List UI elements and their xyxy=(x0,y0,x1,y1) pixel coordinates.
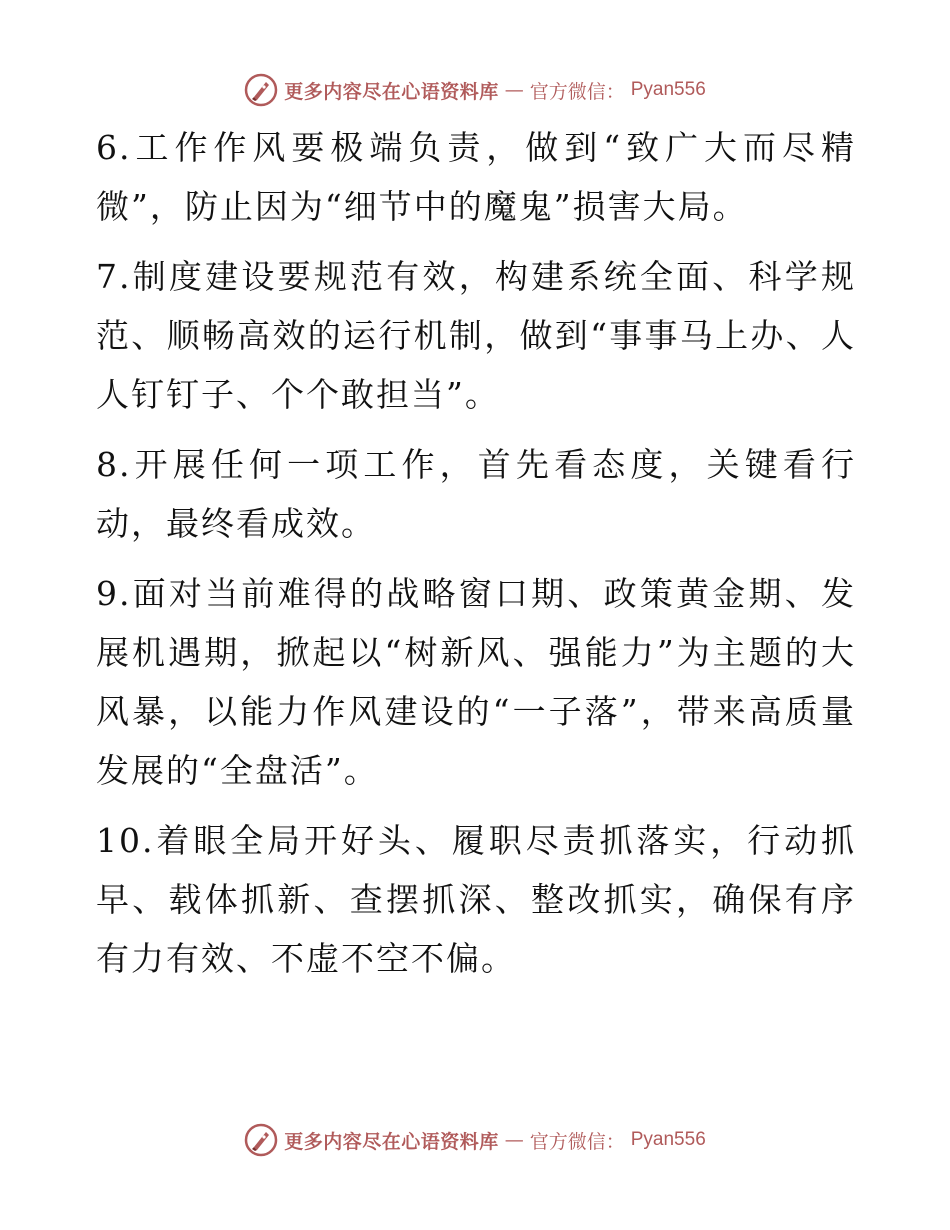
header-watermark xyxy=(0,70,950,110)
pen-nib-logo-icon xyxy=(244,73,278,107)
watermark-wechat-id: Pyan556 xyxy=(630,1129,706,1150)
paragraph-9: 9.面对当前难得的战略窗口期、政策黄金期、发展机遇期，掀起以“树新风、强能力”为主题的大风暴，以能力作风建设的“一子落”，带来高质量发展的“全盘活”。 xyxy=(96,574,856,790)
paragraph-10: 10.着眼全局开好头、履职尽责抓落实，行动抓早、载体抓新、查摆抓深、整改抓实，确保有序有力有效、不虚不空不偏。 xyxy=(96,821,856,978)
watermark-site-text: 更多内容尽在心语资料库 xyxy=(284,80,499,103)
watermark-dash: — xyxy=(504,79,524,101)
footer-watermark xyxy=(0,1120,950,1160)
watermark-site-text: 更多内容尽在心语资料库 xyxy=(284,1130,499,1153)
document-body xyxy=(96,118,856,999)
watermark-dash: — xyxy=(504,1129,524,1151)
paragraph-8: 8.开展任何一项工作，首先看态度，关键看行动，最终看成效。 xyxy=(96,445,856,543)
pen-nib-logo-icon xyxy=(244,1123,278,1157)
watermark-wechat-label: 官方微信： xyxy=(529,1130,625,1153)
paragraph-6: 6.工作作风要极端负责，做到“致广大而尽精微”，防止因为“细节中的魔鬼”损害大局。 xyxy=(96,128,856,226)
watermark-wechat-label: 官方微信： xyxy=(529,80,625,103)
paragraph-7: 7.制度建设要规范有效，构建系统全面、科学规范、顺畅高效的运行机制，做到“事事马上办、人人钉钉子、个个敢担当”。 xyxy=(96,257,856,414)
watermark-wechat-id: Pyan556 xyxy=(630,79,706,100)
